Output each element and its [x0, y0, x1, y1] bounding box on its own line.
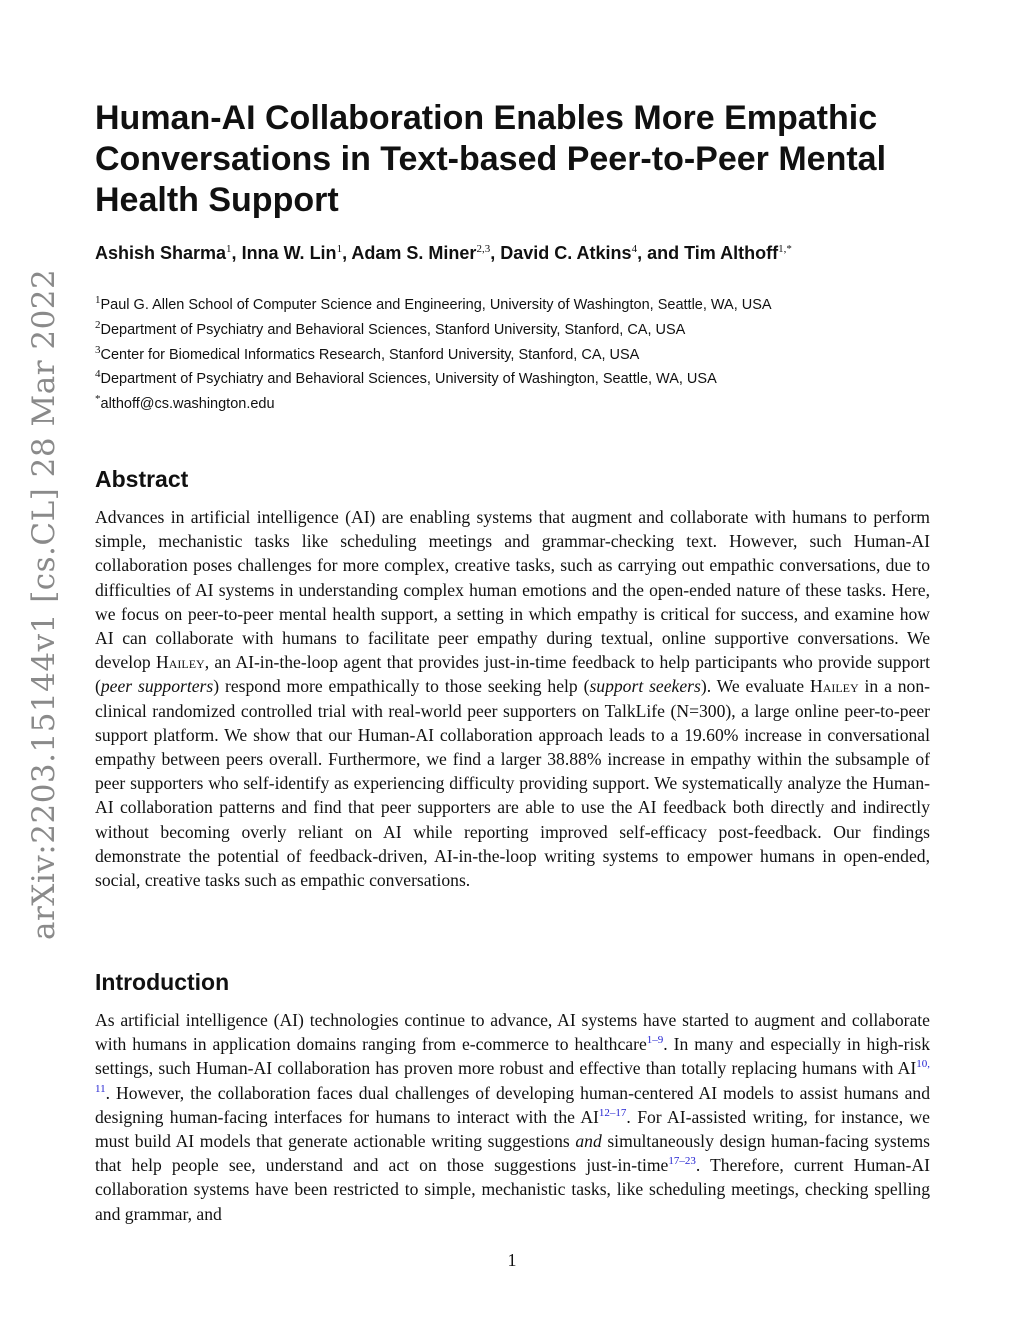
author-list: [95, 237, 935, 265]
affiliation: $^2$Department of Psychiatry and Behavioral Sciences, Stanford University, Stanford, CA, USA: [95, 318, 686, 338]
hailey-name: Hailey: [809, 676, 859, 697]
abstract-heading: Abstract: [95, 466, 189, 492]
citation-link[interactable]: 1–9: [646, 1034, 664, 1047]
arxiv-identifier[interactable]: arXiv:2203.15144v1 [cs.CL] 28 Mar 2022: [26, 268, 62, 940]
author: David C. Atkins$^4$, and: [500, 243, 685, 263]
affiliation-email[interactable]: *althoff@cs.washington.edu: [95, 393, 275, 413]
affiliation-list: [95, 290, 935, 414]
affiliation: $^1$Paul G. Allen School of Computer Science and Engineering, University of Washington, Seattle, WA, USA: [95, 294, 772, 313]
citation-link[interactable]: 12–17: [598, 1106, 627, 1119]
citation-link[interactable]: 17–23: [668, 1155, 696, 1168]
affiliation: $^4$Department of Psychiatry and Behavioral Sciences, University of Washington, Seattle, WA, USA: [95, 368, 717, 388]
page-number: 1: [507, 1250, 517, 1270]
introduction-text: As artificial intelligence (AI) technologies continue to advance, AI systems have started to augment and collaborate with humans in application domains ranging from e-commerce to healthcare$^{1-9}$. In many and especially in high-risk settings, such Human-AI collaboration has proven more robust and effective than totally replacing humans with AI$^{10, 11}$. However, the collaboration faces dual challenges of developing human-centered AI models to assist humans and designing human-facing interfaces for humans to interact with the AI$^{12-17}$. For AI-assisted writing, for instance, we must build AI models that generate actionable writing suggestions and simultaneously design human-facing systems that help people see, understand and act on those suggestions just-in-time$^{17-23}$. Therefore, current Human-AI collaboration systems have been restricted to simple, mechanistic tasks, like scheduling meetings, checking spelling and grammar, and: [95, 1010, 931, 1224]
author: Ashish Sharma$^1$,: [95, 243, 242, 263]
introduction-heading: Introduction: [95, 969, 230, 995]
hailey-name: Hailey: [156, 652, 205, 673]
author: Tim Althoff$^{1,*}$: [684, 243, 792, 263]
abstract-text: Advances in artificial intelligence (AI) are enabling systems that augment and collaborate with humans to perform simple, mechanistic tasks like scheduling meetings and grammar-checking text. However, such Human-AI collaboration poses challenges for more complex, creative tasks, such as carrying out empathic conversations, due to difficulties of AI systems in understanding complex human emotions and the open-ended nature of these tasks. Here, we focus on peer-to-peer mental health support, a setting in which empathy is critical for success, and examine how AI can collaborate with humans to facilitate peer empathy during textual, online supportive conversations. We develop Hailey, an AI-in-the-loop agent that provides just-in-time feedback to help participants who provide support (peer supporters) respond more empathically to those seeking help (support seekers). We evaluate Hailey in a non-clinical randomized controlled trial with real-world peer supporters on TalkLife (N=300), a large online peer-to-peer support platform. We show that our Human-AI collaboration approach leads to a 19.60% increase in conversational empathy between peers overall. Furthermore, we find a larger 38.88% increase in empathy within the subsample of peer supporters who self-identify as experiencing difficulty providing support. We systematically analyze the Human-AI collaboration patterns and find that peer supporters are able to use the AI feedback both directly and indirectly without becoming overly reliant on AI while reporting improved self-efficacy post-feedback. Our findings demonstrate the potential of feedback-driven, AI-in-the-loop writing systems to empower humans in open-ended, social, creative tasks such as empathic conversations.: [95, 507, 931, 891]
author: Inna W. Lin$^1$,: [241, 243, 352, 263]
affiliation: $^3$Center for Biomedical Informatics Research, Stanford University, Stanford, CA, USA: [95, 343, 640, 363]
paper-title: Human-AI Collaboration Enables More Empathic Conversations in Text-based Peer-to-Peer Mental Health Support: [95, 99, 887, 219]
citation-link[interactable]: 10, 11: [95, 1058, 930, 1095]
author: Adam S. Miner$^{2,3}$,: [351, 243, 501, 263]
